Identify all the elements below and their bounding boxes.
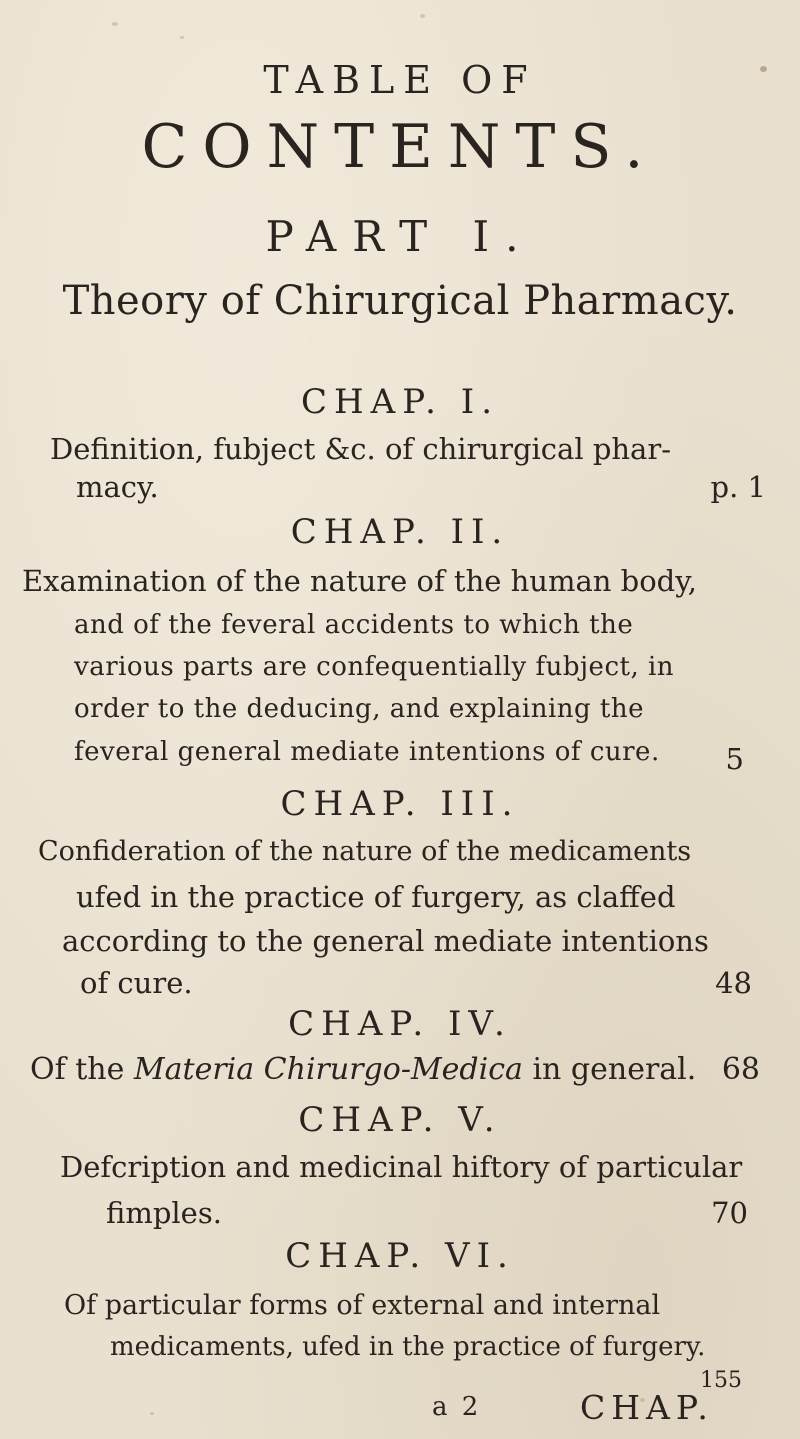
chapter-heading: CHAP. V. bbox=[298, 1100, 502, 1140]
chapter-entry-line: Confideration of the nature of the medicaments bbox=[38, 836, 692, 867]
title-contents: CONTENTS. bbox=[141, 112, 659, 182]
page-number: 5 bbox=[725, 742, 744, 776]
chapter-entry-line: of cure. bbox=[80, 966, 193, 1000]
entry-text: Of the bbox=[30, 1052, 134, 1087]
page-number: 68 bbox=[721, 1052, 760, 1087]
chapter-heading: CHAP. IV. bbox=[288, 1004, 512, 1044]
chapter-entry-line: Examination of the nature of the human body, bbox=[22, 564, 698, 598]
chapter-heading: CHAP. VI. bbox=[285, 1236, 515, 1276]
paper-speck bbox=[150, 1412, 154, 1415]
chapter-entry-line: ufed in the practice of furgery, as claffed bbox=[76, 880, 676, 914]
page-number: 70 bbox=[711, 1196, 748, 1230]
chapter-entry-line: Of particular forms of external and internal bbox=[64, 1290, 661, 1321]
chapter-heading: CHAP. I. bbox=[300, 382, 500, 422]
part-subtitle: Theory of Chirurgical Pharmacy. bbox=[62, 278, 738, 324]
paper-speck bbox=[420, 14, 425, 18]
title-table-of: TABLE OF bbox=[263, 58, 537, 102]
chapter-entry-line: feveral general mediate intentions of cure. bbox=[74, 737, 660, 767]
chapter-entry-line bbox=[30, 1052, 696, 1087]
paper-speck bbox=[112, 22, 118, 26]
catchword: CHAP. bbox=[580, 1388, 714, 1427]
paper-speck bbox=[180, 36, 184, 39]
entry-italic-title: Materia Chirurgo-Medica bbox=[133, 1052, 523, 1087]
page-number: 48 bbox=[715, 966, 752, 1000]
page-number: 155 bbox=[700, 1368, 742, 1393]
part-heading: PART I. bbox=[265, 212, 535, 261]
chapter-entry-line: order to the deducing, and explaining the bbox=[74, 694, 645, 724]
chapter-entry-line: medicaments, ufed in the practice of furgery. bbox=[110, 1332, 706, 1362]
entry-text: in general. bbox=[522, 1052, 697, 1087]
chapter-heading: CHAP. III. bbox=[280, 784, 520, 824]
chapter-entry-line: fimples. bbox=[106, 1196, 222, 1230]
chapter-heading: CHAP. II. bbox=[290, 512, 510, 552]
chapter-entry-line: various parts are confequentially fubject, in bbox=[74, 652, 675, 682]
chapter-entry-line: macy. bbox=[76, 470, 159, 504]
chapter-entry-line: Defcription and medicinal hiftory of particular bbox=[60, 1150, 743, 1184]
chapter-entry-line: Definition, fubject &c. of chirurgical phar- bbox=[50, 432, 672, 466]
chapter-entry-line: according to the general mediate intentions bbox=[62, 924, 709, 958]
page-number: p. 1 bbox=[710, 470, 766, 504]
signature-mark: a 2 bbox=[432, 1392, 482, 1422]
chapter-entry-line: and of the feveral accidents to which the bbox=[74, 610, 634, 640]
